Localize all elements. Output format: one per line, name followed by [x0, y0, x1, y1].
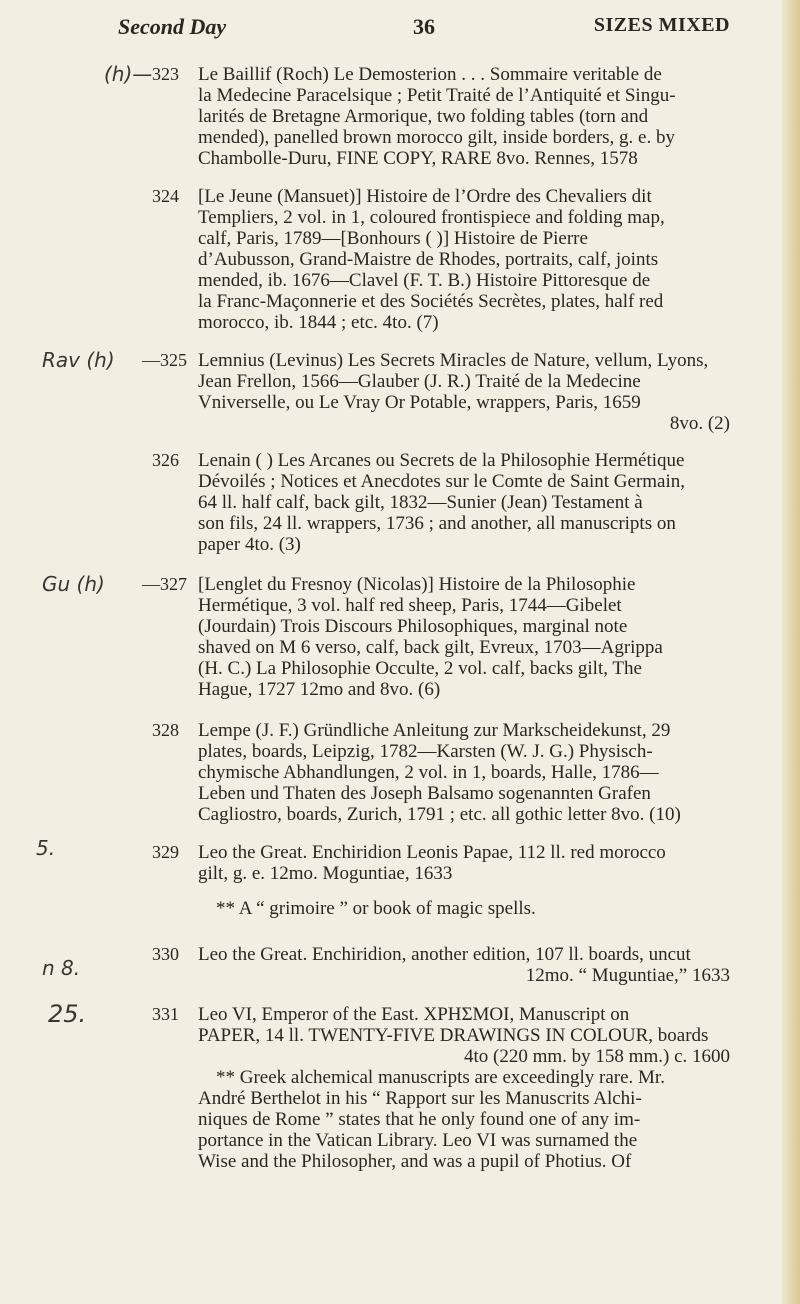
- lot-number: 326: [152, 450, 179, 470]
- text-line: shaved on M 6 verso, calf, back gilt, Evreux, 1703—Agrippa: [198, 637, 663, 658]
- text-line: calf, Paris, 1789—[Bonhours ( )] Histoire de Pierre: [198, 228, 588, 249]
- text-line: Dévoilés ; Notices et Anecdotes sur le Comte de Saint Germain,: [198, 471, 686, 492]
- text-line: Lemnius (Levinus) Les Secrets Miracles de Nature, vellum, Lyons,: [198, 350, 709, 371]
- lot-description: [198, 186, 730, 333]
- header-left: Second Day: [118, 14, 227, 39]
- text-line: paper 4to. (3): [198, 534, 301, 555]
- text-line: [Le Jeune (Mansuet)] Histoire de l’Ordre des Chevaliers dit: [198, 186, 652, 207]
- text-line: Leo VI, Emperor of the East. ΧΡΗΣΜΟΙ, Manuscript on: [198, 1004, 630, 1025]
- page-number: 36: [413, 14, 435, 39]
- header-right: SIZES MIXED: [593, 14, 730, 36]
- text-line: Leo the Great. Enchiridion, another edition, 107 ll. boards, uncut: [198, 944, 691, 965]
- text-line: ** A “ grimoire ” or book of magic spells.: [216, 898, 536, 919]
- text-line: Templiers, 2 vol. in 1, coloured frontispiece and folding map,: [198, 207, 665, 228]
- lot-number: —327: [142, 574, 187, 594]
- text-line: son fils, 24 ll. wrappers, 1736 ; and another, all manuscripts on: [198, 513, 676, 534]
- handwritten-mark: n 8.: [42, 956, 81, 980]
- lot-number: 323: [152, 64, 179, 84]
- text-line: (Jourdain) Trois Discours Philosophiques, marginal note: [198, 616, 628, 637]
- text-line: ** Greek alchemical manuscripts are exceedingly rare. Mr.: [216, 1067, 665, 1088]
- text-line: PAPER, 14 ll. TWENTY-FIVE DRAWINGS IN COLOUR, boards: [198, 1025, 709, 1046]
- lot-description: [198, 1004, 730, 1172]
- text-line: la Medecine Paracelsique ; Petit Traité de l’Antiquité et Singu-: [198, 85, 676, 106]
- handwritten-mark: 25.: [48, 1000, 87, 1028]
- text-line: [Lenglet du Fresnoy (Nicolas)] Histoire de la Philosophie: [198, 574, 636, 595]
- text-line: Leben und Thaten des Joseph Balsamo sogenannten Grafen: [198, 783, 651, 804]
- text-line: la Franc-Maçonnerie et des Sociétés Secrètes, plates, half red: [198, 291, 664, 312]
- page-edge: [782, 0, 800, 1304]
- text-line: plates, boards, Leipzig, 1782—Karsten (W. J. G.) Physisch-: [198, 741, 653, 762]
- text-line: Wise and the Philosopher, and was a pupil of Photius. Of: [198, 1151, 632, 1172]
- text-line: 4to (220 mm. by 158 mm.) c. 1600: [464, 1046, 730, 1067]
- lot-number: 328: [152, 720, 179, 740]
- text-line: d’Aubusson, Grand-Maistre de Rhodes, portraits, calf, joints: [198, 249, 659, 270]
- handwritten-mark: Gu (h): [42, 572, 105, 596]
- text-line: 12mo. “ Muguntiae,” 1633: [525, 965, 730, 986]
- text-line: Jean Frellon, 1566—Glauber (J. R.) Traité de la Medecine: [198, 371, 641, 392]
- lot-description: [198, 450, 730, 555]
- text-line: mended, ib. 1676—Clavel (F. T. B.) Histoire Pittoresque de: [198, 270, 651, 291]
- text-line: Hague, 1727 12mo and 8vo. (6): [198, 679, 441, 700]
- lot-description: [198, 842, 730, 919]
- text-line: Chambolle-Duru, FINE COPY, RARE 8vo. Rennes, 1578: [198, 148, 638, 169]
- text-line: (H. C.) La Philosophie Occulte, 2 vol. calf, backs gilt, The: [198, 658, 642, 679]
- text-line: niques de Rome ” states that he only found one of any im-: [198, 1109, 641, 1130]
- lot-number: 331: [152, 1004, 179, 1024]
- lot-number: 324: [152, 186, 179, 206]
- lot-description: [198, 944, 730, 986]
- text-line: gilt, g. e. 12mo. Moguntiae, 1633: [198, 863, 453, 884]
- handwritten-mark: 5.: [36, 836, 56, 860]
- text-line: Lenain ( ) Les Arcanes ou Secrets de la Philosophie Hermétique: [198, 450, 685, 471]
- handwritten-mark: (h)—: [104, 62, 153, 86]
- text-line: morocco, ib. 1844 ; etc. 4to. (7): [198, 312, 439, 333]
- lot-number: 330: [152, 944, 179, 964]
- running-header: [118, 14, 730, 42]
- lot-description: [198, 350, 730, 434]
- text-line: 64 ll. half calf, back gilt, 1832—Sunier (Jean) Testament à: [198, 492, 643, 513]
- text-line: Le Baillif (Roch) Le Demosterion . . . Sommaire veritable de: [198, 64, 662, 85]
- text-line: mended), panelled brown morocco gilt, inside borders, g. e. by: [198, 127, 675, 148]
- text-line: Leo the Great. Enchiridion Leonis Papae, 112 ll. red morocco: [198, 842, 666, 863]
- text-line: portance in the Vatican Library. Leo VI was surnamed the: [198, 1130, 638, 1151]
- text-line: chymische Abhandlungen, 2 vol. in 1, boards, Halle, 1786—: [198, 762, 659, 783]
- text-line: André Berthelot in his “ Rapport sur les Manuscrits Alchi-: [198, 1088, 642, 1109]
- text-line: Cagliostro, boards, Zurich, 1791 ; etc. all gothic letter 8vo. (10): [198, 804, 681, 825]
- lot-description: [198, 720, 730, 825]
- text-line: 8vo. (2): [669, 413, 730, 434]
- lot-number: —325: [142, 350, 187, 370]
- text-line: Hermétique, 3 vol. half red sheep, Paris, 1744—Gibelet: [198, 595, 622, 616]
- lot-description: [198, 64, 730, 169]
- text-line: Lempe (J. F.) Gründliche Anleitung zur Markscheidekunst, 29: [198, 720, 671, 741]
- handwritten-mark: Rav (h): [42, 348, 115, 372]
- text-line: Vniverselle, ou Le Vray Or Potable, wrappers, Paris, 1659: [198, 392, 641, 413]
- lot-description: [198, 574, 730, 700]
- text-line: larités de Bretagne Armorique, two folding tables (torn and: [198, 106, 649, 127]
- lot-number: 329: [152, 842, 179, 862]
